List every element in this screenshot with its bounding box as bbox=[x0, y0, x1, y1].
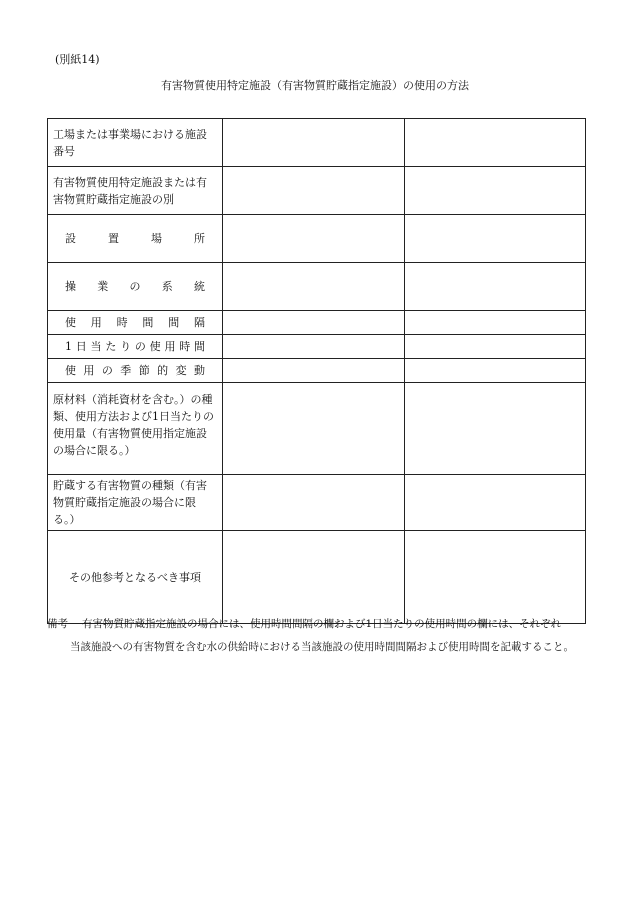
usage-method-table bbox=[47, 118, 586, 624]
table-row bbox=[48, 359, 586, 383]
table-row bbox=[48, 119, 586, 167]
value-cell[interactable] bbox=[223, 311, 405, 335]
label-other-notes: その他参考となるべき事項 bbox=[69, 570, 201, 584]
value-cell[interactable] bbox=[405, 359, 586, 383]
table-row bbox=[48, 383, 586, 475]
table-row bbox=[48, 475, 586, 531]
value-cell[interactable] bbox=[223, 167, 405, 215]
label-stored-substances: 貯蔵する有害物質の種類（有害物質貯蔵指定施設の場合に限る。） bbox=[48, 475, 223, 531]
value-cell[interactable] bbox=[405, 311, 586, 335]
value-cell[interactable] bbox=[223, 119, 405, 167]
form-number: (別紙14) bbox=[55, 53, 100, 66]
value-cell[interactable] bbox=[405, 383, 586, 475]
value-cell[interactable] bbox=[223, 475, 405, 531]
value-cell[interactable] bbox=[223, 263, 405, 311]
remarks-heading: 備考 bbox=[47, 618, 68, 630]
table-row bbox=[48, 335, 586, 359]
remarks bbox=[47, 613, 592, 659]
table-row bbox=[48, 531, 586, 624]
remarks-line-1: 有害物質貯蔵指定施設の場合には、使用時間間隔の欄および1日当たりの使用時間の欄には、それぞれ bbox=[82, 618, 562, 630]
value-cell[interactable] bbox=[223, 383, 405, 475]
table-row bbox=[48, 263, 586, 311]
value-cell[interactable] bbox=[223, 359, 405, 383]
value-cell[interactable] bbox=[405, 263, 586, 311]
value-cell[interactable] bbox=[405, 335, 586, 359]
label-installation-location: 設置場所 bbox=[65, 232, 205, 245]
label-seasonal-variation: 使用の季節的変動 bbox=[65, 364, 205, 377]
table-row bbox=[48, 167, 586, 215]
table-row bbox=[48, 215, 586, 263]
value-cell[interactable] bbox=[405, 475, 586, 531]
label-facility-type: 有害物質使用特定施設または有害物質貯蔵指定施設の別 bbox=[48, 167, 223, 215]
value-cell[interactable] bbox=[405, 119, 586, 167]
value-cell[interactable] bbox=[223, 531, 405, 624]
label-raw-materials: 原材料（消耗資材を含む。）の種類、使用方法および1日当たりの使用量（有害物質使用指定施設の場合に限る。） bbox=[48, 383, 223, 475]
page-title: 有害物質使用特定施設（有害物質貯蔵指定施設）の使用の方法 bbox=[161, 79, 469, 92]
table-row bbox=[48, 311, 586, 335]
label-operation-system: 操業の系統 bbox=[65, 280, 205, 293]
label-daily-usage-hours: 1日当たりの使用時間 bbox=[65, 340, 205, 353]
value-cell[interactable] bbox=[223, 215, 405, 263]
label-usage-interval: 使用時間間隔 bbox=[65, 316, 205, 329]
value-cell[interactable] bbox=[405, 531, 586, 624]
value-cell[interactable] bbox=[405, 167, 586, 215]
value-cell[interactable] bbox=[405, 215, 586, 263]
remarks-line-2: 当該施設への有害物質を含む水の供給時における当該施設の使用時間間隔および使用時間を記載すること。 bbox=[70, 641, 574, 653]
label-facility-number: 工場または事業場における施設番号 bbox=[48, 119, 223, 167]
value-cell[interactable] bbox=[223, 335, 405, 359]
